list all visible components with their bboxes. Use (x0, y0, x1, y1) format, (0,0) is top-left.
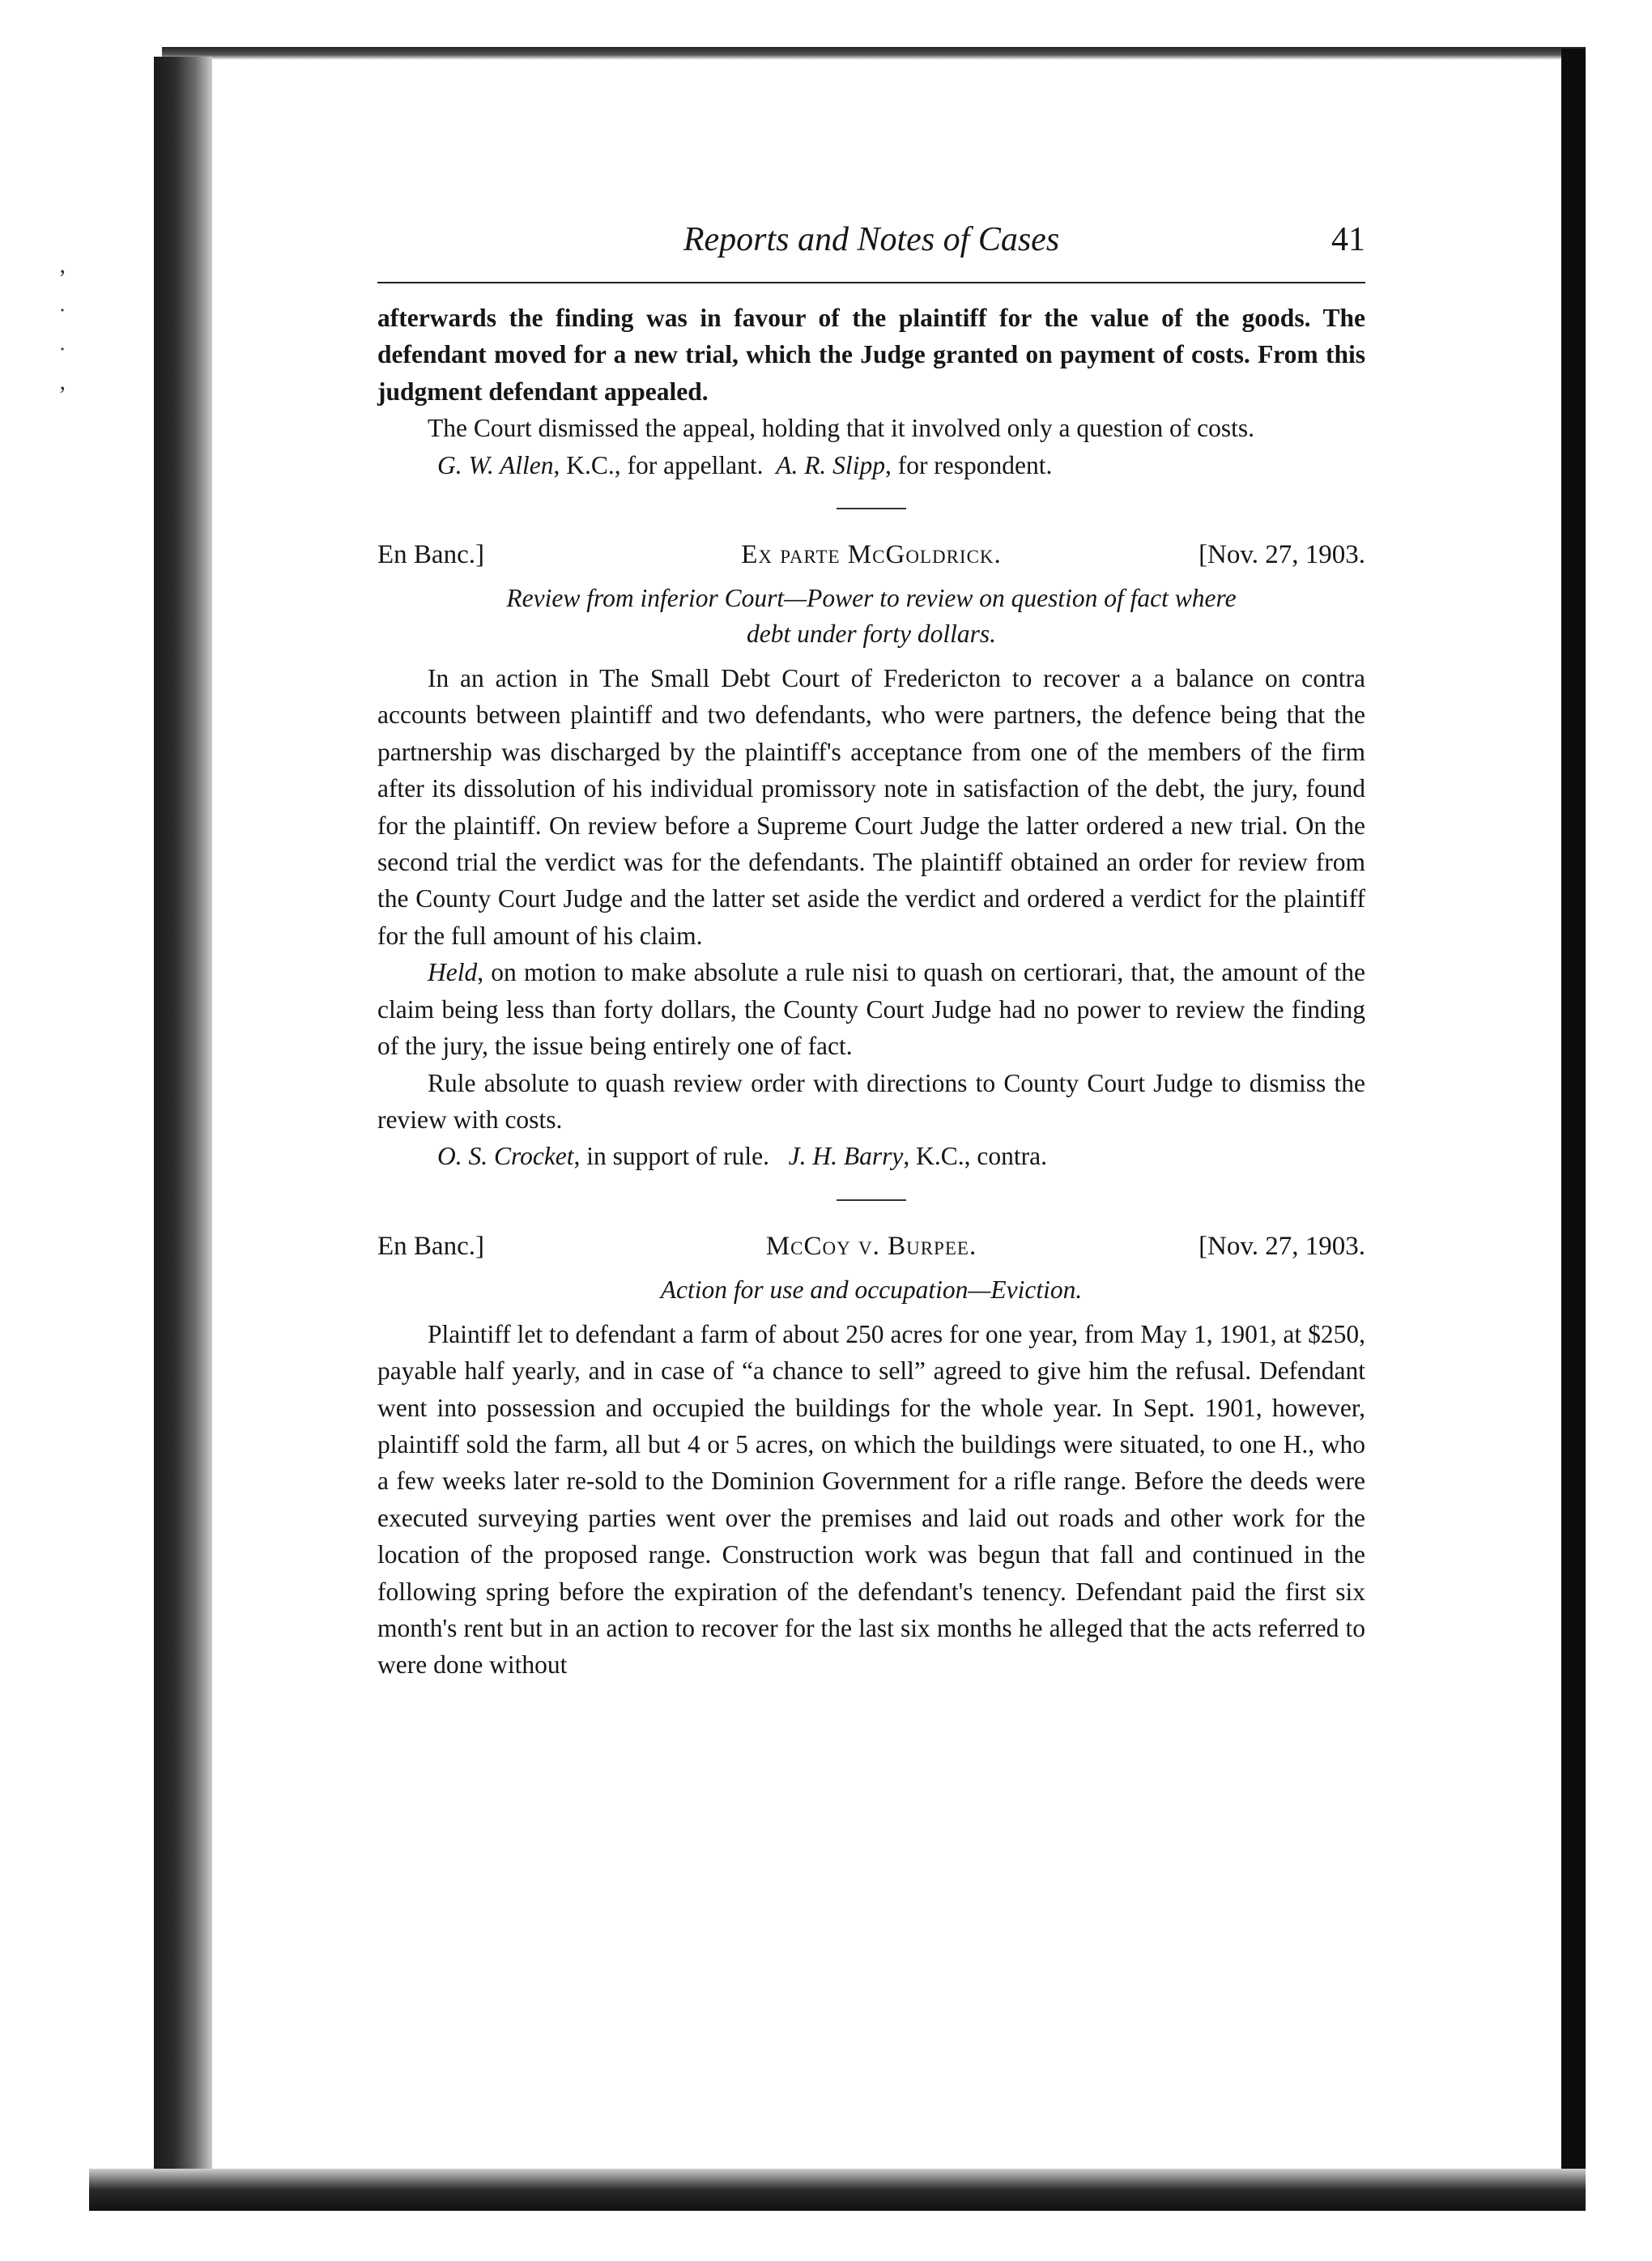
page-content (377, 220, 1365, 1684)
respondent-counsel-name: A. R. Slipp (776, 450, 885, 479)
headnote-line: debt under forty dollars. (747, 620, 996, 649)
facts-paragraph: In an action in The Small Debt Court of Fredericton to recover a a balance on contra accounts between plaintiff and two defendants, who were partners, the defence being that the partnership was discharged by the plaintiff's acceptance from one of the members of the firm after its dissolution of his individual promissory note in satisfaction of the debt, the jury, found for the plaintiff. On review before a Supreme Court Judge the latter ordered a new trial. On the second trial the verdict was for the defendants. The plaintiff obtained an order for review from the County Court Judge and the latter set aside the verdict and ordered a verdict for the plaintiff for the full amount of his claim. (377, 664, 1365, 950)
continuation-paragraph: afterwards the finding was in favour of the plaintiff for the value of the goods. The defendant moved for a new trial, which the Judge granted on payment of costs. From this judgment defendant appealed. (377, 304, 1365, 406)
case-court: En Banc.] (377, 540, 484, 570)
case-headnote (377, 581, 1365, 652)
header-rule (377, 282, 1365, 283)
margin-marks (58, 259, 75, 415)
held-word: Held (428, 958, 478, 987)
scan-edge-left (154, 57, 212, 2211)
case-court: En Banc.] (377, 1231, 484, 1261)
rule-paragraph: Rule absolute to quash review order with directions to County Court Judge to dismiss the review with costs. (377, 1068, 1365, 1134)
support-counsel-name: O. S. Crocket (437, 1142, 574, 1171)
margin-mark: ˙ (58, 343, 66, 369)
continuation-section (377, 300, 1365, 483)
counsel-line (377, 1138, 1365, 1174)
headnote-line: Review from inferior Court—Power to review on question of fact where (506, 584, 1237, 613)
contra-counsel-name: J. H. Barry (788, 1142, 904, 1171)
case-separator (837, 508, 906, 509)
case-date: [Nov. 27, 1903. (1199, 1231, 1365, 1261)
margin-mark: ’ (58, 265, 66, 292)
scan-edge-right (1561, 49, 1586, 2186)
scan-edge-bottom (89, 2169, 1586, 2211)
held-paragraph (377, 954, 1365, 1064)
margin-mark: ˙ (58, 304, 66, 330)
held-text: , on motion to make absolute a rule nisi to quash on certiorari, that, the amount of the claim being less than forty dollars, the County Court Judge had no power to review the finding of the jury, the issue being entirely one of fact. (377, 958, 1365, 1061)
case-name: Ex parte McGoldrick. (741, 540, 1002, 570)
running-head (377, 220, 1365, 277)
case-name: McCoy v. Burpee. (765, 1231, 977, 1261)
case-headnote (377, 1272, 1365, 1308)
appellant-counsel-text: , K.C., for appellant. (553, 450, 764, 479)
headnote-line: Action for use and occupation—Eviction. (660, 1275, 1083, 1304)
margin-mark: ’ (58, 381, 66, 408)
case-separator (837, 1199, 906, 1201)
case-body (377, 1316, 1365, 1684)
respondent-counsel-text: , for respondent. (884, 450, 1053, 479)
case-date: [Nov. 27, 1903. (1199, 540, 1365, 570)
appellant-counsel-name: G. W. Allen (437, 450, 554, 479)
case-heading (377, 1232, 1365, 1271)
case-body (377, 660, 1365, 1175)
scan-edge-top (162, 47, 1586, 60)
case-heading (377, 540, 1365, 579)
facts-paragraph: Plaintiff let to defendant a farm of about 250 acres for one year, from May 1, 1901, at $250, payable half yearly, and in case of “a chance to sell” agreed to give him the refusal. Defendant went into possession and occupied the buildings for the whole year. In Sept. 1901, however, plaintiff sold the farm, all but 4 or 5 acres, on which the buildings were situated, to one H., who a few weeks later re-sold to the Dominion Government for a rifle range. Before the deeds were executed surveying parties went over the premises and laid out roads and other work for the location of the proposed range. Construction work was begun that fall and continued in the following spring before the expiration of the defendant's tenency. Defendant paid the first six month's rent but in an action to recover for the last six months he alleged that the acts referred to were done without (377, 1319, 1365, 1680)
contra-counsel-text: , K.C., contra. (903, 1142, 1047, 1171)
page-number: 41 (1331, 221, 1365, 258)
running-title: Reports and Notes of Cases (683, 221, 1060, 258)
support-counsel-text: , in support of rule. (573, 1142, 770, 1171)
counsel-line (377, 447, 1365, 483)
holding-paragraph: The Court dismissed the appeal, holding that it involved only a question of costs. (428, 414, 1254, 443)
